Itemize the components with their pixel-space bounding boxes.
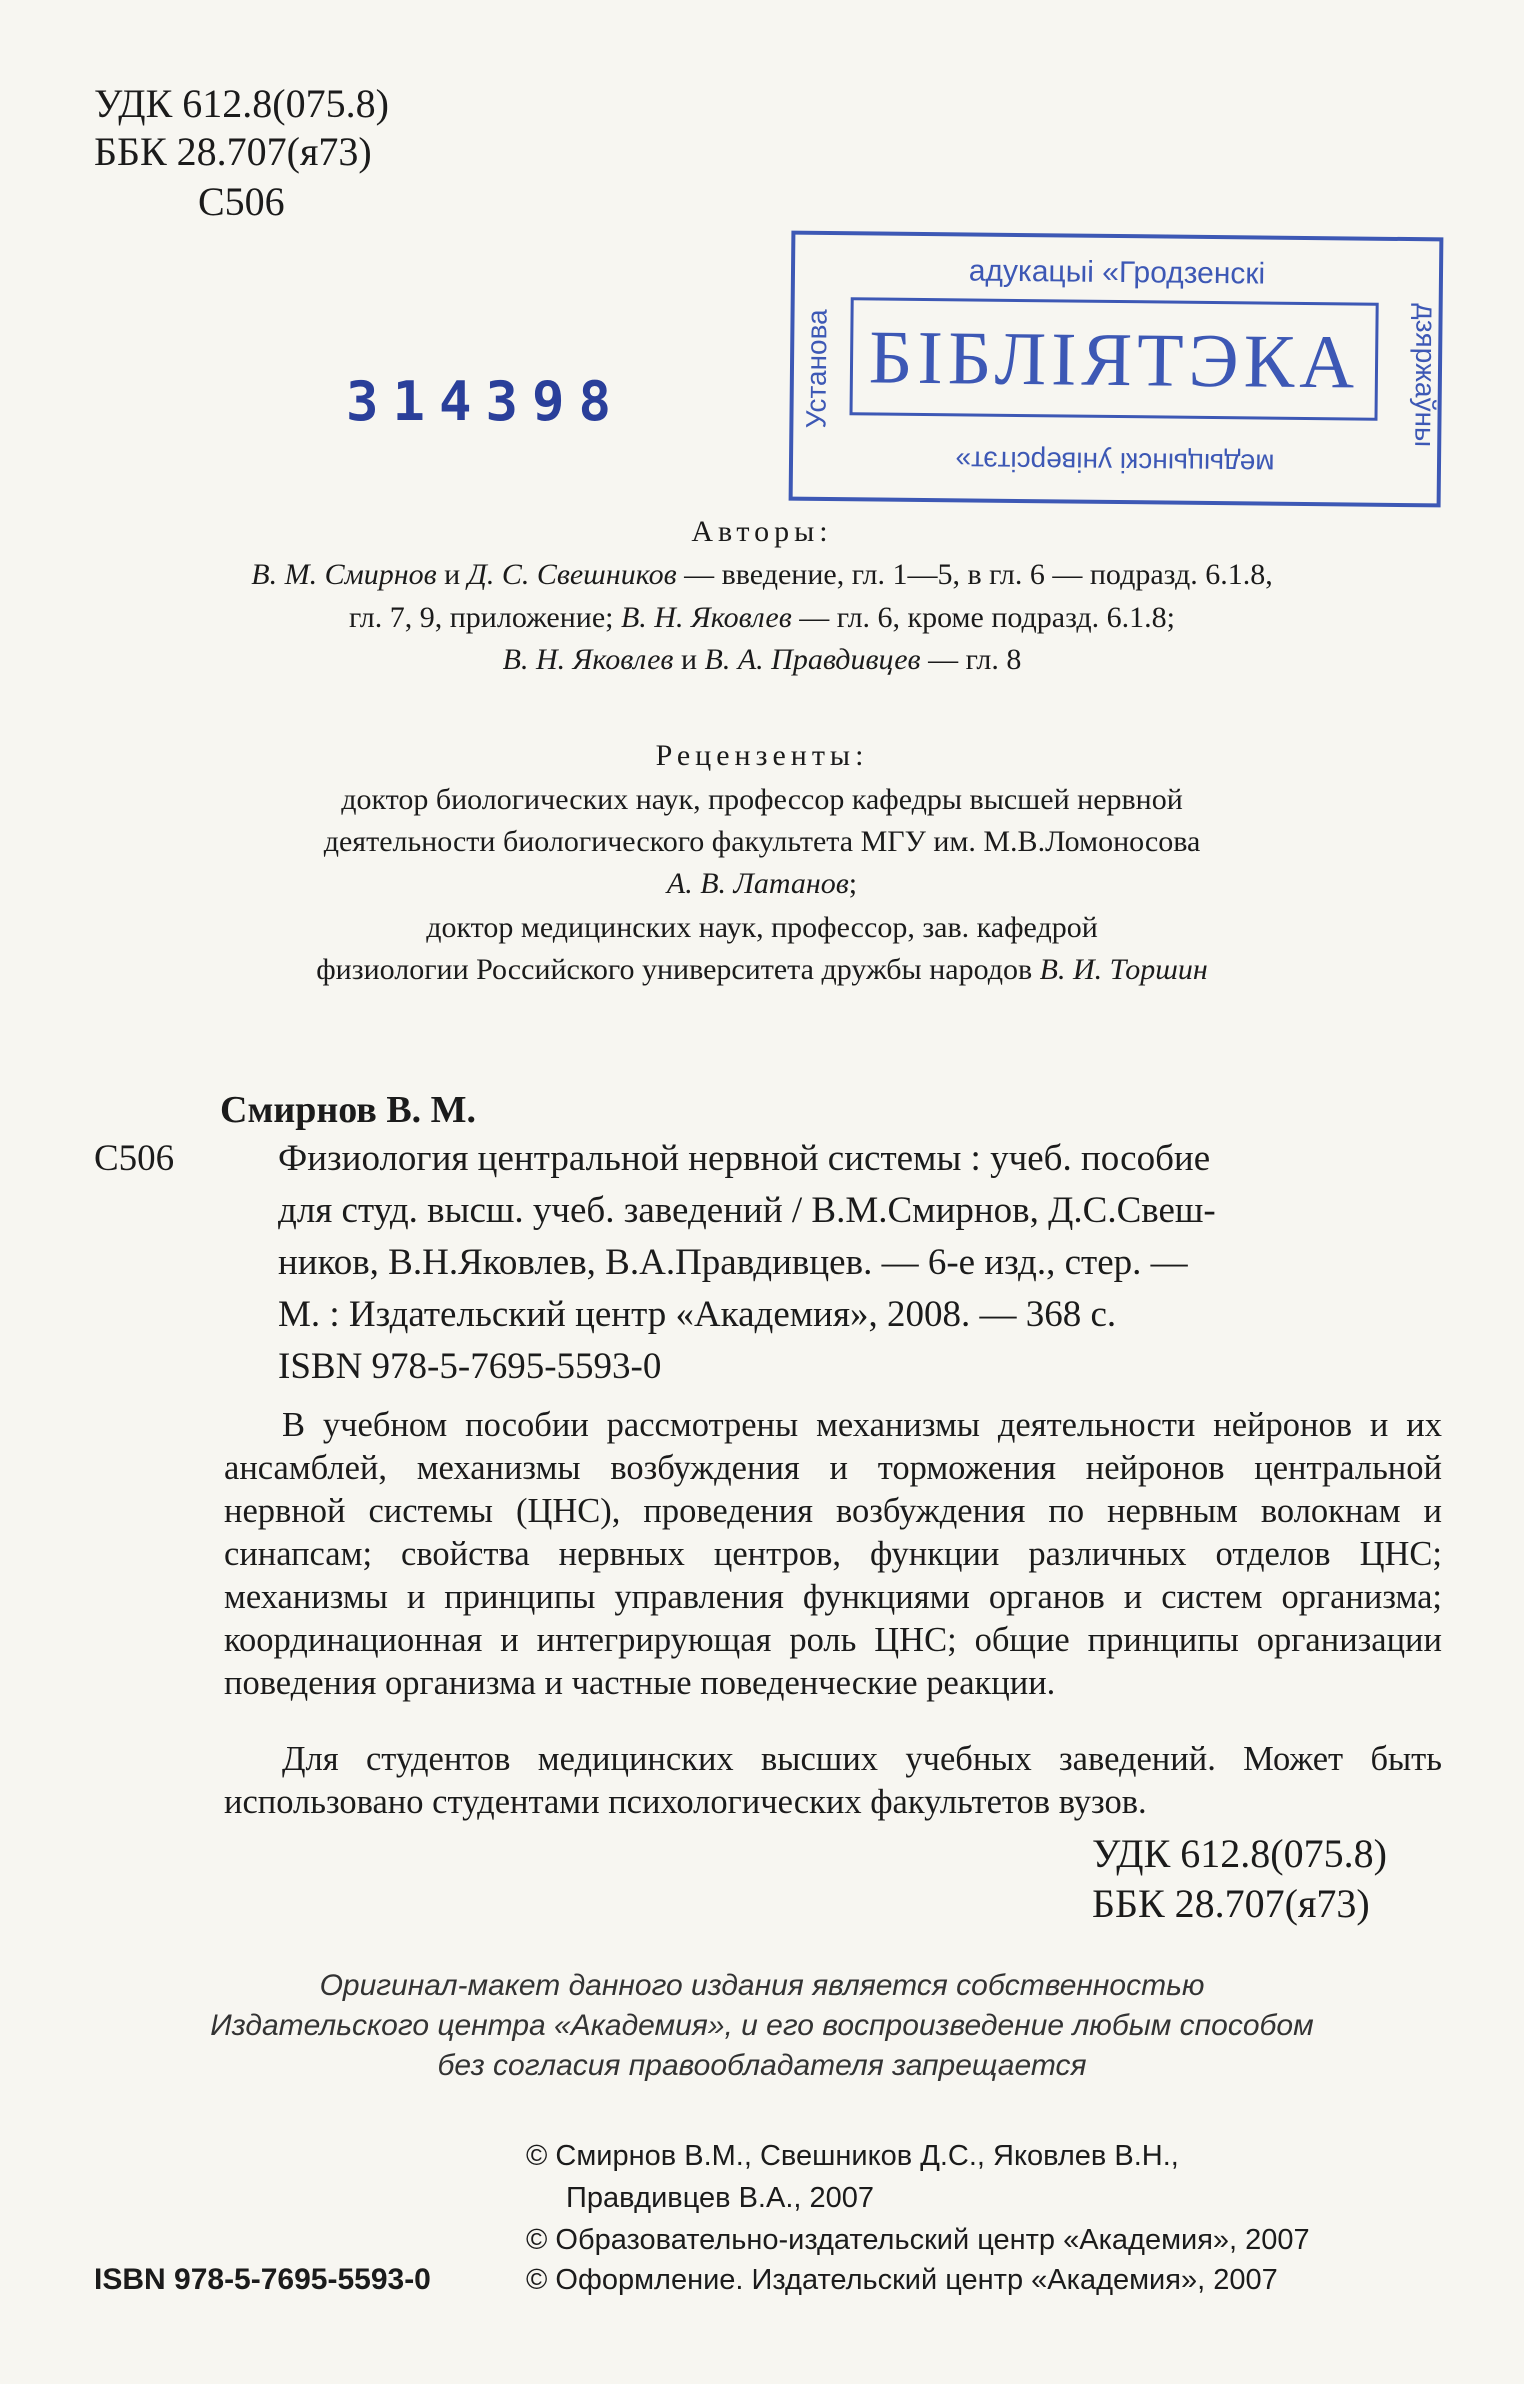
author-name: В. Н. Яковлев — [502, 643, 674, 676]
authors-contribution: гл. 7, 9, приложение; — [348, 601, 621, 634]
rights-notice-line-3: без согласия правообладателя запрещается — [437, 2049, 1087, 2082]
rights-notice-line-1: Оригинал-макет данного издания является собственностью — [319, 1969, 1205, 2002]
stamp-top-text: адукацыі «Гродзенскі — [968, 254, 1266, 291]
copyright-authors-line-1: © Смирнов В.М., Свешников Д.С., Яковлев В.Н., — [526, 2140, 1179, 2172]
top-bbk-code: ББК 28.707(я73) — [94, 129, 372, 174]
punctuation: ; — [848, 867, 858, 900]
authors-line-3 — [0, 640, 1524, 680]
copyright-publisher: © Образовательно-издательский центр «Академия», 2007 — [526, 2224, 1310, 2256]
author-name: Д. С. Свешников — [467, 558, 677, 591]
library-stamp — [789, 231, 1444, 508]
reviewers-heading: Рецензенты: — [655, 739, 869, 772]
author-name: В. А. Правдивцев — [704, 643, 921, 676]
catalog-isbn: ISBN 978-5-7695-5593-0 — [278, 1346, 662, 1387]
conjunction: и — [673, 643, 705, 676]
author-name: В. М. Смирнов — [251, 558, 437, 591]
author-name: В. Н. Яковлев — [620, 601, 792, 634]
authors-heading: Авторы: — [691, 515, 833, 548]
stamp-bottom-text: медыцынскі універсітэт» — [955, 445, 1275, 480]
catalog-line-3: ников, В.Н.Яковлев, В.А.Правдивцев. — 6-е изд., стер. — — [278, 1242, 1188, 1283]
reviewer-2-line-1: доктор медицинских наук, профессор, зав. кафедрой — [426, 911, 1098, 944]
stamp-left-text: Установа — [800, 309, 833, 429]
reviewer-name: А. В. Латанов — [666, 867, 849, 900]
authors-contribution: — введение, гл. 1—5, в гл. 6 — подразд. 6.1.8, — [676, 558, 1273, 591]
conjunction: и — [436, 558, 468, 591]
copyright-design: © Оформление. Издательский центр «Академия», 2007 — [526, 2264, 1278, 2296]
catalog-sign: С506 — [94, 1138, 175, 1179]
catalog-line-2: для студ. высш. учеб. заведений / В.М.Смирнов, Д.С.Свеш- — [278, 1190, 1216, 1231]
catalog-author: Смирнов В. М. — [220, 1089, 477, 1131]
annotation-paragraph-1: В учебном пособии рассмотрены механизмы деятельности нейронов и их ансамблей, механизмы возбуждения и торможения нейронов центральной нервной системы (ЦНС), проведения возбуждения по нервным волокнам и синапсам; свойства нервных центров, функции различных отделов ЦНС; механизмы и принципы управления функциями органов и систем организма; координационная и интегрирующая роль ЦНС; общие принципы организации поведения организма и частные поведенческие реакции. — [224, 1406, 1442, 1702]
catalog-line-4: М. : Издательский центр «Академия», 2008. — 368 с. — [278, 1294, 1117, 1335]
copyright-authors-line-2: Правдивцев В.А., 2007 — [566, 2182, 875, 2214]
isbn-bottom: ISBN 978-5-7695-5593-0 — [94, 2263, 431, 2296]
authors-line-2 — [0, 598, 1524, 638]
inventory-number: 314398 — [346, 370, 626, 433]
catalog-line-1: Физиология центральной нервной системы : учеб. пособие — [278, 1138, 1211, 1179]
authors-line-1 — [0, 555, 1524, 595]
reviewer-2-line-2 — [0, 950, 1524, 990]
reviewer-1-line-1: доктор биологических наук, профессор кафедры высшей нервной — [341, 783, 1183, 816]
stamp-right-text: дзяржаўны — [1409, 303, 1442, 448]
reviewer-1-name-line — [0, 864, 1524, 904]
top-author-sign: С506 — [198, 179, 285, 224]
bottom-bbk-code: ББК 28.707(я73) — [1092, 1881, 1370, 1926]
stamp-inner-frame — [850, 297, 1379, 421]
bottom-udk-code: УДК 612.8(075.8) — [1092, 1831, 1387, 1876]
reviewer-affiliation: физиологии Российского университета дружбы народов — [316, 953, 1040, 986]
authors-contribution: — гл. 6, кроме подразд. 6.1.8; — [791, 601, 1176, 634]
stamp-library-title: БІБЛІЯТЭКА — [868, 315, 1360, 405]
authors-contribution: — гл. 8 — [920, 643, 1022, 676]
reviewer-1-line-2: деятельности биологического факультета МГУ им. М.В.Ломоносова — [323, 825, 1201, 858]
top-udk-code: УДК 612.8(075.8) — [94, 81, 389, 126]
annotation-paragraph-2: Для студентов медицинских высших учебных заведений. Может быть использовано студентами психологических факультетов вузов. — [224, 1740, 1442, 1821]
reviewer-name: В. И. Торшин — [1039, 953, 1208, 986]
rights-notice-line-2: Издательского центра «Академия», и его воспроизведение любым способом — [210, 2009, 1314, 2042]
